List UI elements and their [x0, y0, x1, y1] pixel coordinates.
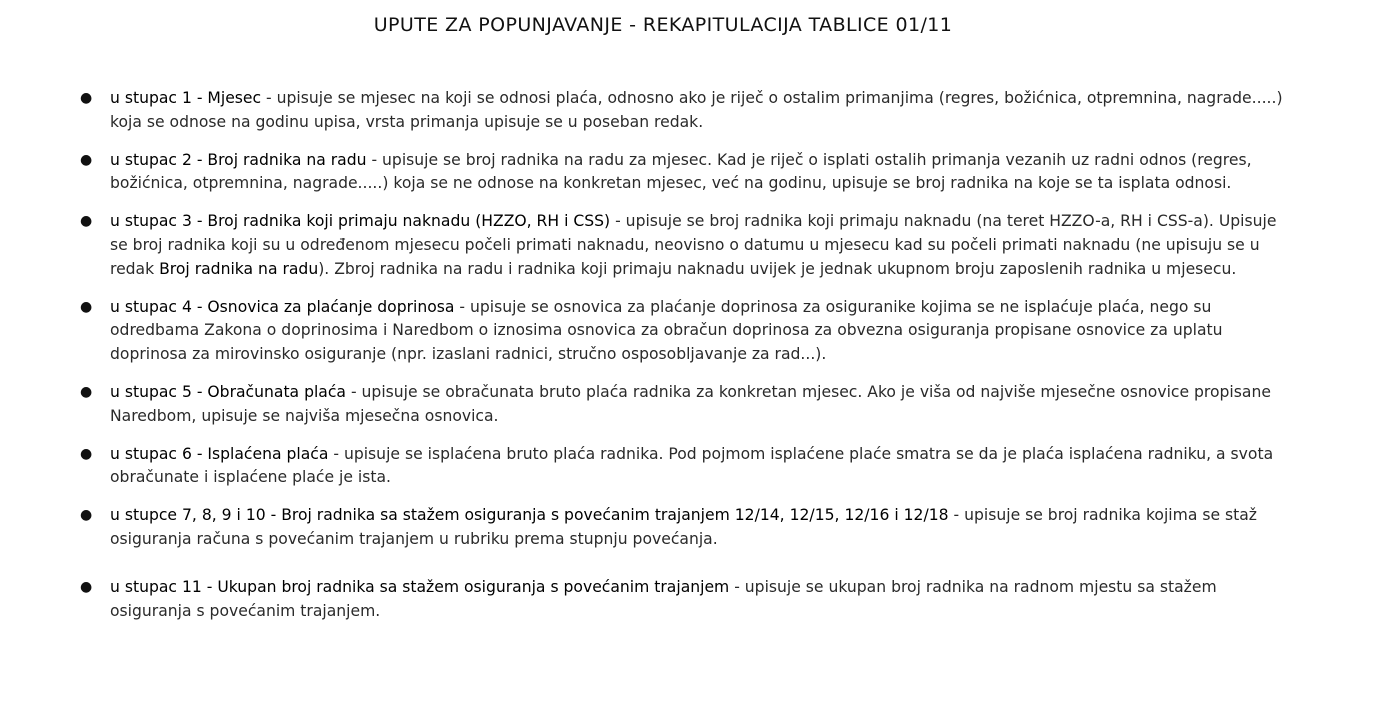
- column-term: u stupac 3 - Broj radnika koji primaju naknadu (HZZO, RH i CSS): [110, 212, 611, 231]
- item-description: - upisuje se broj radnika na radu za mjesec. Kad je riječ o isplati ostalih primanja vezanih uz radni odnos (regres, božićnica, otpremnina, nagrade.....) koja se ne odnose na konkretan mjesec, već na godinu, upisuje se broj radnika na koje se ta isplata odnosi.: [110, 150, 1252, 193]
- bullet-icon: ●: [80, 507, 93, 524]
- item-description: - upisuje se broj radnika koji primaju naknadu (na teret HZZO-a, RH i CSS-a). Upisuje se broj radnika koji su u određenom mjesecu počeli primati naknadu, neovisno o datumu u mjesecu kad su počeli primati naknadu (ne upisuju se u redak: [110, 212, 1277, 278]
- bullet-icon: ●: [80, 151, 93, 168]
- column-term: u stupac 6 - Isplaćena plaća: [110, 444, 329, 463]
- list-item: [0, 296, 1285, 367]
- item-description: - upisuje se obračunata bruto plaća radnika za konkretan mjesec. Ako je viša od najviše mjesečne osnovice propisane Naredbom, upisuje se najviša mjesečna osnovica.: [110, 382, 1271, 425]
- bullet-icon: ●: [80, 445, 93, 462]
- list-item: [0, 210, 1285, 281]
- list-item: [0, 504, 1285, 552]
- column-term: u stupce 7, 8, 9 i 10 - Broj radnika sa stažem osiguranja s povećanim trajanjem 12/14, 12/15, 12/16 i 12/18: [110, 506, 949, 525]
- column-term: u stupac 2 - Broj radnika na radu: [110, 150, 367, 169]
- page-title: UPUTE ZA POPUNJAVANJE - REKAPITULACIJA TABLICE 01/11: [373, 14, 953, 36]
- inline-term: Broj radnika na radu: [159, 259, 319, 278]
- item-description-continued: ). Zbroj radnika na radu i radnika koji primaju naknadu uvijek je jednak ukupnom broju zaposlenih radnika u mjesecu.: [318, 259, 1237, 278]
- item-description: - upisuje se mjesec na koji se odnosi plaća, odnosno ako je riječ o ostalim primanjima (regres, božićnica, otpremnina, nagrade.....) koja se odnose na godinu upisa, vrsta primanja upisuje se u poseban redak.: [110, 89, 1283, 131]
- bullet-icon: ●: [80, 298, 93, 315]
- column-term: u stupac 5 - Obračunata plaća: [110, 382, 346, 401]
- list-item: [0, 87, 1285, 135]
- bullet-icon: ●: [80, 213, 93, 230]
- bullet-icon: ●: [80, 578, 93, 595]
- instructions-list: [0, 87, 1386, 637]
- item-description: - upisuje se broj radnika kojima se staž osiguranja računa s povećanim trajanjem u rubriku prema stupnju povećanja.: [110, 506, 1257, 548]
- item-description: - upisuje se osnovica za plaćanje doprinosa za osiguranike kojima se ne isplaćuje plaća, nego su odredbama Zakona o doprinosima i Naredbom o iznosima osnovica za obračun doprinosa za obvezna osiguranja propisane osnovice za uplatu doprinosa za mirovinsko osiguranje (npr. izaslani radnici, stručno osposobljavanje za rad...).: [110, 297, 1223, 364]
- column-term: u stupac 11 - Ukupan broj radnika sa stažem osiguranja s povećanim trajanjem: [110, 577, 730, 596]
- list-item: [0, 576, 1285, 624]
- item-description: - upisuje se isplaćena bruto plaća radnika. Pod pojmom isplaćene plaće smatra se da je plaća isplaćena radniku, a svota obračunate i isplaćene plaće je ista.: [110, 444, 1274, 487]
- list-item: [0, 381, 1285, 429]
- column-term: u stupac 1 - Mjesec: [110, 89, 262, 107]
- item-description: - upisuje se ukupan broj radnika na radnom mjestu sa stažem osiguranja s povećanim trajanjem.: [110, 577, 1217, 620]
- column-term: u stupac 4 - Osnovica za plaćanje doprinosa: [110, 297, 455, 316]
- list-item: [0, 149, 1285, 197]
- bullet-icon: ●: [80, 90, 93, 106]
- bullet-icon: ●: [80, 383, 93, 400]
- list-item: [0, 443, 1285, 491]
